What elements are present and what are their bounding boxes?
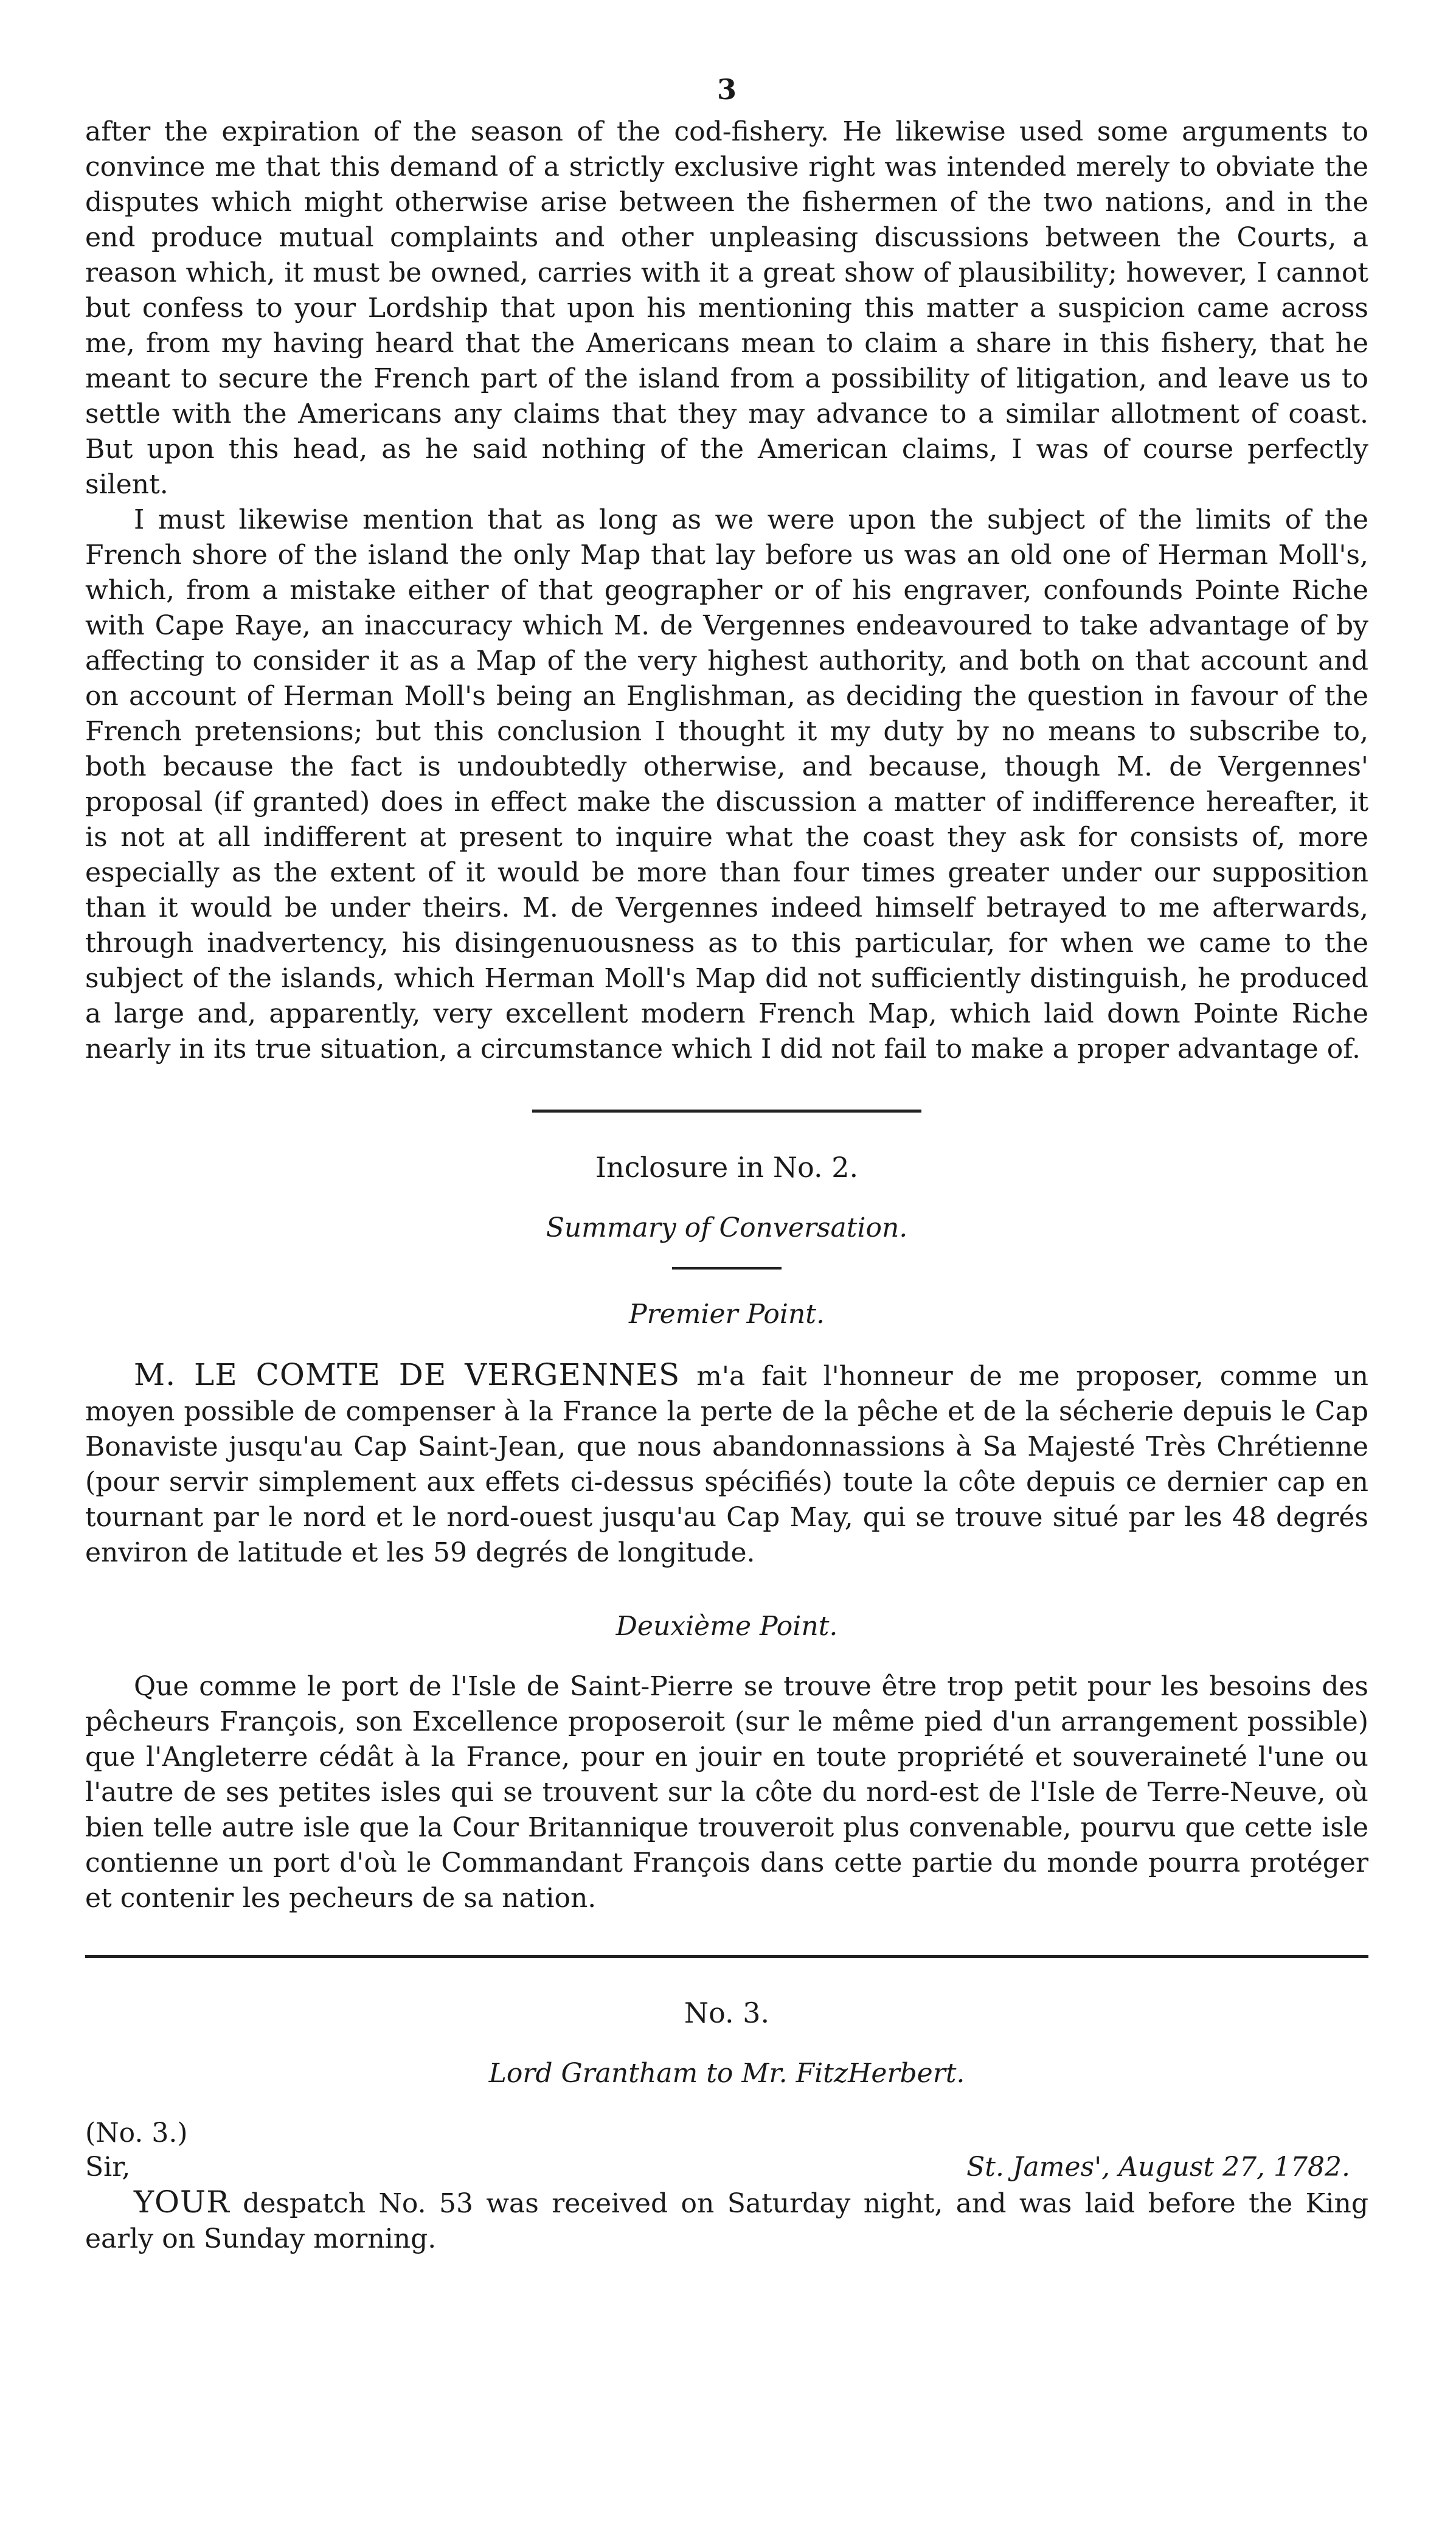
- inclosure-subtitle: Summary of Conversation.: [546, 1212, 908, 1243]
- document-page: [85, 73, 1368, 2257]
- no3-salutation-row: [85, 2150, 1368, 2184]
- no3-ref: (No. 3.): [85, 2117, 188, 2149]
- full-divider: [85, 1955, 1368, 1958]
- section-divider: [532, 1110, 921, 1113]
- short-divider: [672, 1267, 782, 1270]
- deuxieme-point-heading: Deuxième Point.: [615, 1611, 838, 1642]
- premier-point-text: [85, 1357, 1368, 1571]
- no3-date: St. James', August 27, 1782.: [966, 2152, 1350, 2183]
- premier-point-lead: M. LE COMTE DE VERGENNES: [134, 1357, 681, 1392]
- premier-point-heading: Premier Point.: [629, 1299, 825, 1330]
- letter-paragraph-1: after the expiration of the season of the cod-fishery. He likewise used some arguments to convince me that this demand of a strictly exclusive right was intended merely to obviate the disputes which might otherwise arise between the fishermen of the two nations, and in the end produce mutual complaints and other unpleasing discussions between the Courts, a reason which, it must be owned, carries with it a great show of plausibility; however, I cannot but confess to your Lordship that upon his mentioning this matter a suspicion came across me, from my having heard that the Americans mean to claim a share in this fishery, that he meant to secure the French part of the island from a possibility of litigation, and leave us to settle with the Americans any claims that they may advance to a similar allotment of coast. But upon this head, as he said nothing of the American claims, I was of course perfectly silent.: [85, 116, 1368, 500]
- inclosure-title: Inclosure in No. 2.: [595, 1151, 859, 1184]
- no3-body: [85, 2184, 1368, 2257]
- premier-point-body: m'a fait l'honneur de me proposer, comme un moyen possible de compenser à la France la perte de la pêche et de la sécherie depuis le Cap Bonaviste jusqu'au Cap Saint-Jean, que nous abandonnassions à Sa Majesté Très Chrétienne (pour servir simplement aux effets ci-dessus spécifiés) toute la côte depuis ce dernier cap en tournant par le nord et le nord-ouest jusqu'au Cap May, qui se trouve situé par les 48 degrés environ de latitude et les 59 degrés de longitude.: [85, 1361, 1368, 1568]
- no3-ref-row: [85, 2116, 1368, 2150]
- no3-body-lead: YOUR: [134, 2184, 230, 2220]
- deuxieme-point-text: Que comme le port de l'Isle de Saint-Pierre se trouve être trop petit pour les besoins des pêcheurs François, son Excellence proposeroit (sur le même pied d'un arrangement possible) que l'Angleterre cédât à la France, pour en jouir en toute propriété et souveraineté l'une ou l'autre de ses petites isles qui se trouvent sur la côte du nord-est de l'Isle de Terre-Neuve, où bien telle autre isle que la Cour Britannique trouveroit plus convenable, pourvu que cette isle contienne un port d'où le Commandant François dans cette partie du monde pourra protéger et contenir les pecheurs de sa nation.: [85, 1671, 1368, 1914]
- no3-title: No. 3.: [684, 1996, 770, 2029]
- no3-salutation: Sir,: [85, 2152, 131, 2183]
- letter-paragraph-2: I must likewise mention that as long as we were upon the subject of the limits of the French shore of the island the only Map that lay before us was an old one of Herman Moll's, which, from a mistake either of that geographer or of his engraver, confounds Pointe Riche with Cape Raye, an inaccuracy which M. de Vergennes endeavoured to take advantage of by affecting to consider it as a Map of the very highest authority, and both on that account and on account of Herman Moll's being an Englishman, as deciding the question in favour of the French pretensions; but this conclusion I thought it my duty by no means to subscribe to, both because the fact is undoubtedly otherwise, and because, though M. de Vergennes' proposal (if granted) does in effect make the discussion a matter of indifference hereafter, it is not at all indifferent at present to inquire what the coast they ask for consists of, more especially as the extent of it would be more than four times greater under our supposition than it would be under theirs. M. de Vergennes indeed himself betrayed to me afterwards, through inadvertency, his disingenuousness as to this particular, for when we came to the subject of the islands, which Herman Moll's Map did not sufficiently distinguish, he produced a large and, apparently, very excellent modern French Map, which laid down Pointe Riche nearly in its true situation, a circumstance which I did not fail to make a proper advantage of.: [85, 504, 1368, 1065]
- page-number: 3: [716, 73, 737, 106]
- no3-subtitle: Lord Grantham to Mr. FitzHerbert.: [488, 2058, 965, 2089]
- no3-body-text: despatch No. 53 was received on Saturday night, and was laid before the King early on Sunday morning.: [85, 2188, 1368, 2254]
